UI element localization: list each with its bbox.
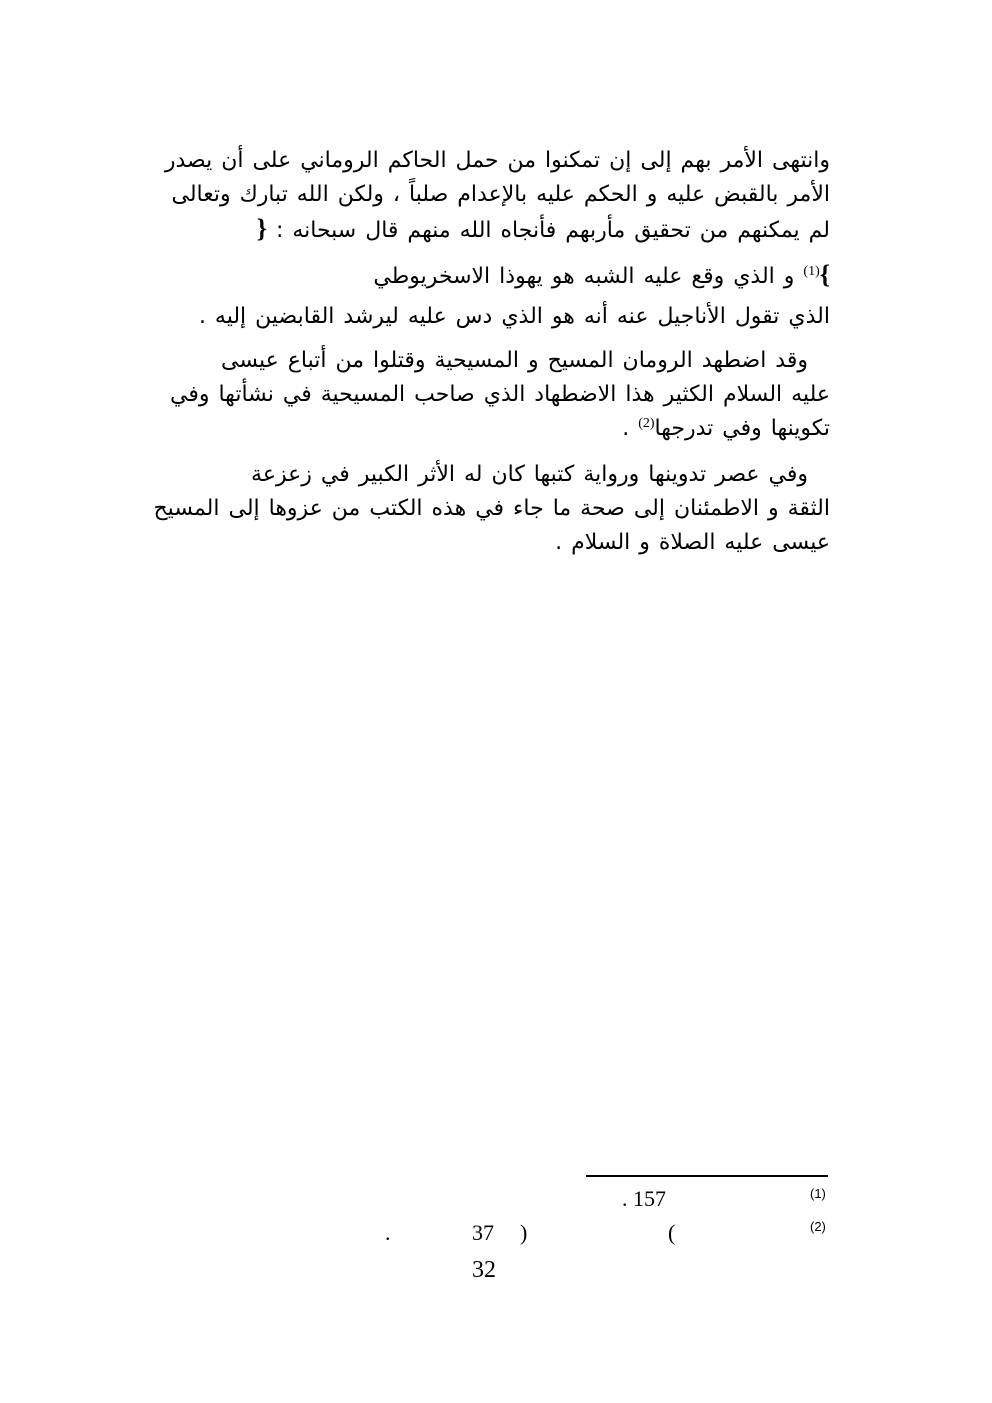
- open-brace: {: [256, 214, 267, 243]
- text-line: [150, 212, 830, 246]
- line-end-dot: .: [622, 416, 630, 441]
- close-brace: }: [819, 260, 830, 289]
- footnote-ref-1: (1): [803, 264, 820, 279]
- paragraph-4: [150, 458, 830, 560]
- footnote-2-close-paren: ): [520, 1220, 528, 1245]
- text-line: وانتهى الأمر بهم إلى إن تمكنوا من حمل الحاكم الروماني على أن يصدر: [164, 148, 830, 173]
- footnote-2-open-paren: (: [668, 1220, 676, 1245]
- text-line: عيسى عليه الصلاة و السلام .: [555, 530, 830, 555]
- page-number: 32: [472, 1257, 496, 1283]
- paragraph-3: [150, 344, 830, 446]
- footnote-1-text: . 157: [622, 1186, 666, 1211]
- paragraph-2: [150, 258, 830, 334]
- text-line: الأمر بالقبض عليه و الحكم عليه بالإعدام صلباً ، ولكن الله تبارك وتعالى: [171, 182, 830, 207]
- body-text: [150, 144, 830, 560]
- text-line: الذي تقول الأناجيل عنه أنه هو الذي دس عليه ليرشد القابضين إليه .: [198, 304, 830, 329]
- text-line: الثقة و الاطمئنان إلى صحة ما جاء في هذه الكتب من عزوها إلى المسيح: [153, 496, 830, 521]
- text-line: [150, 258, 830, 292]
- text-line-content: تكوينها وفي تدرجها: [654, 416, 830, 441]
- text-line-content: و الذي وقع عليه الشبه هو يهوذا الاسخريوطي: [373, 264, 795, 289]
- text-line-content: لم يمكنهم من تحقيق مأربهم فأنجاه الله منهم قال سبحانه :: [275, 218, 830, 243]
- footnote-2-number: 37: [472, 1220, 494, 1245]
- footnote-2-dot: .: [385, 1220, 391, 1245]
- text-line: عليه السلام الكثير هذا الاضطهاد الذي صاحب المسيحية في نشأتها وفي: [170, 382, 830, 407]
- paragraph-1: [150, 144, 830, 246]
- footnote-separator: [586, 1175, 828, 1177]
- footnote-1-marker: (1): [810, 1186, 826, 1201]
- text-line: وقد اضطهد الرومان المسيح و المسيحية وقتلوا من أتباع عيسى: [221, 348, 808, 373]
- text-line: وفي عصر تدوينها ورواية كتبها كان له الأثر الكبير في زعزعة: [251, 462, 808, 487]
- footnote-2-marker: (2): [810, 1219, 826, 1234]
- text-line: [150, 412, 830, 446]
- footnote-ref-2: (2): [638, 416, 655, 431]
